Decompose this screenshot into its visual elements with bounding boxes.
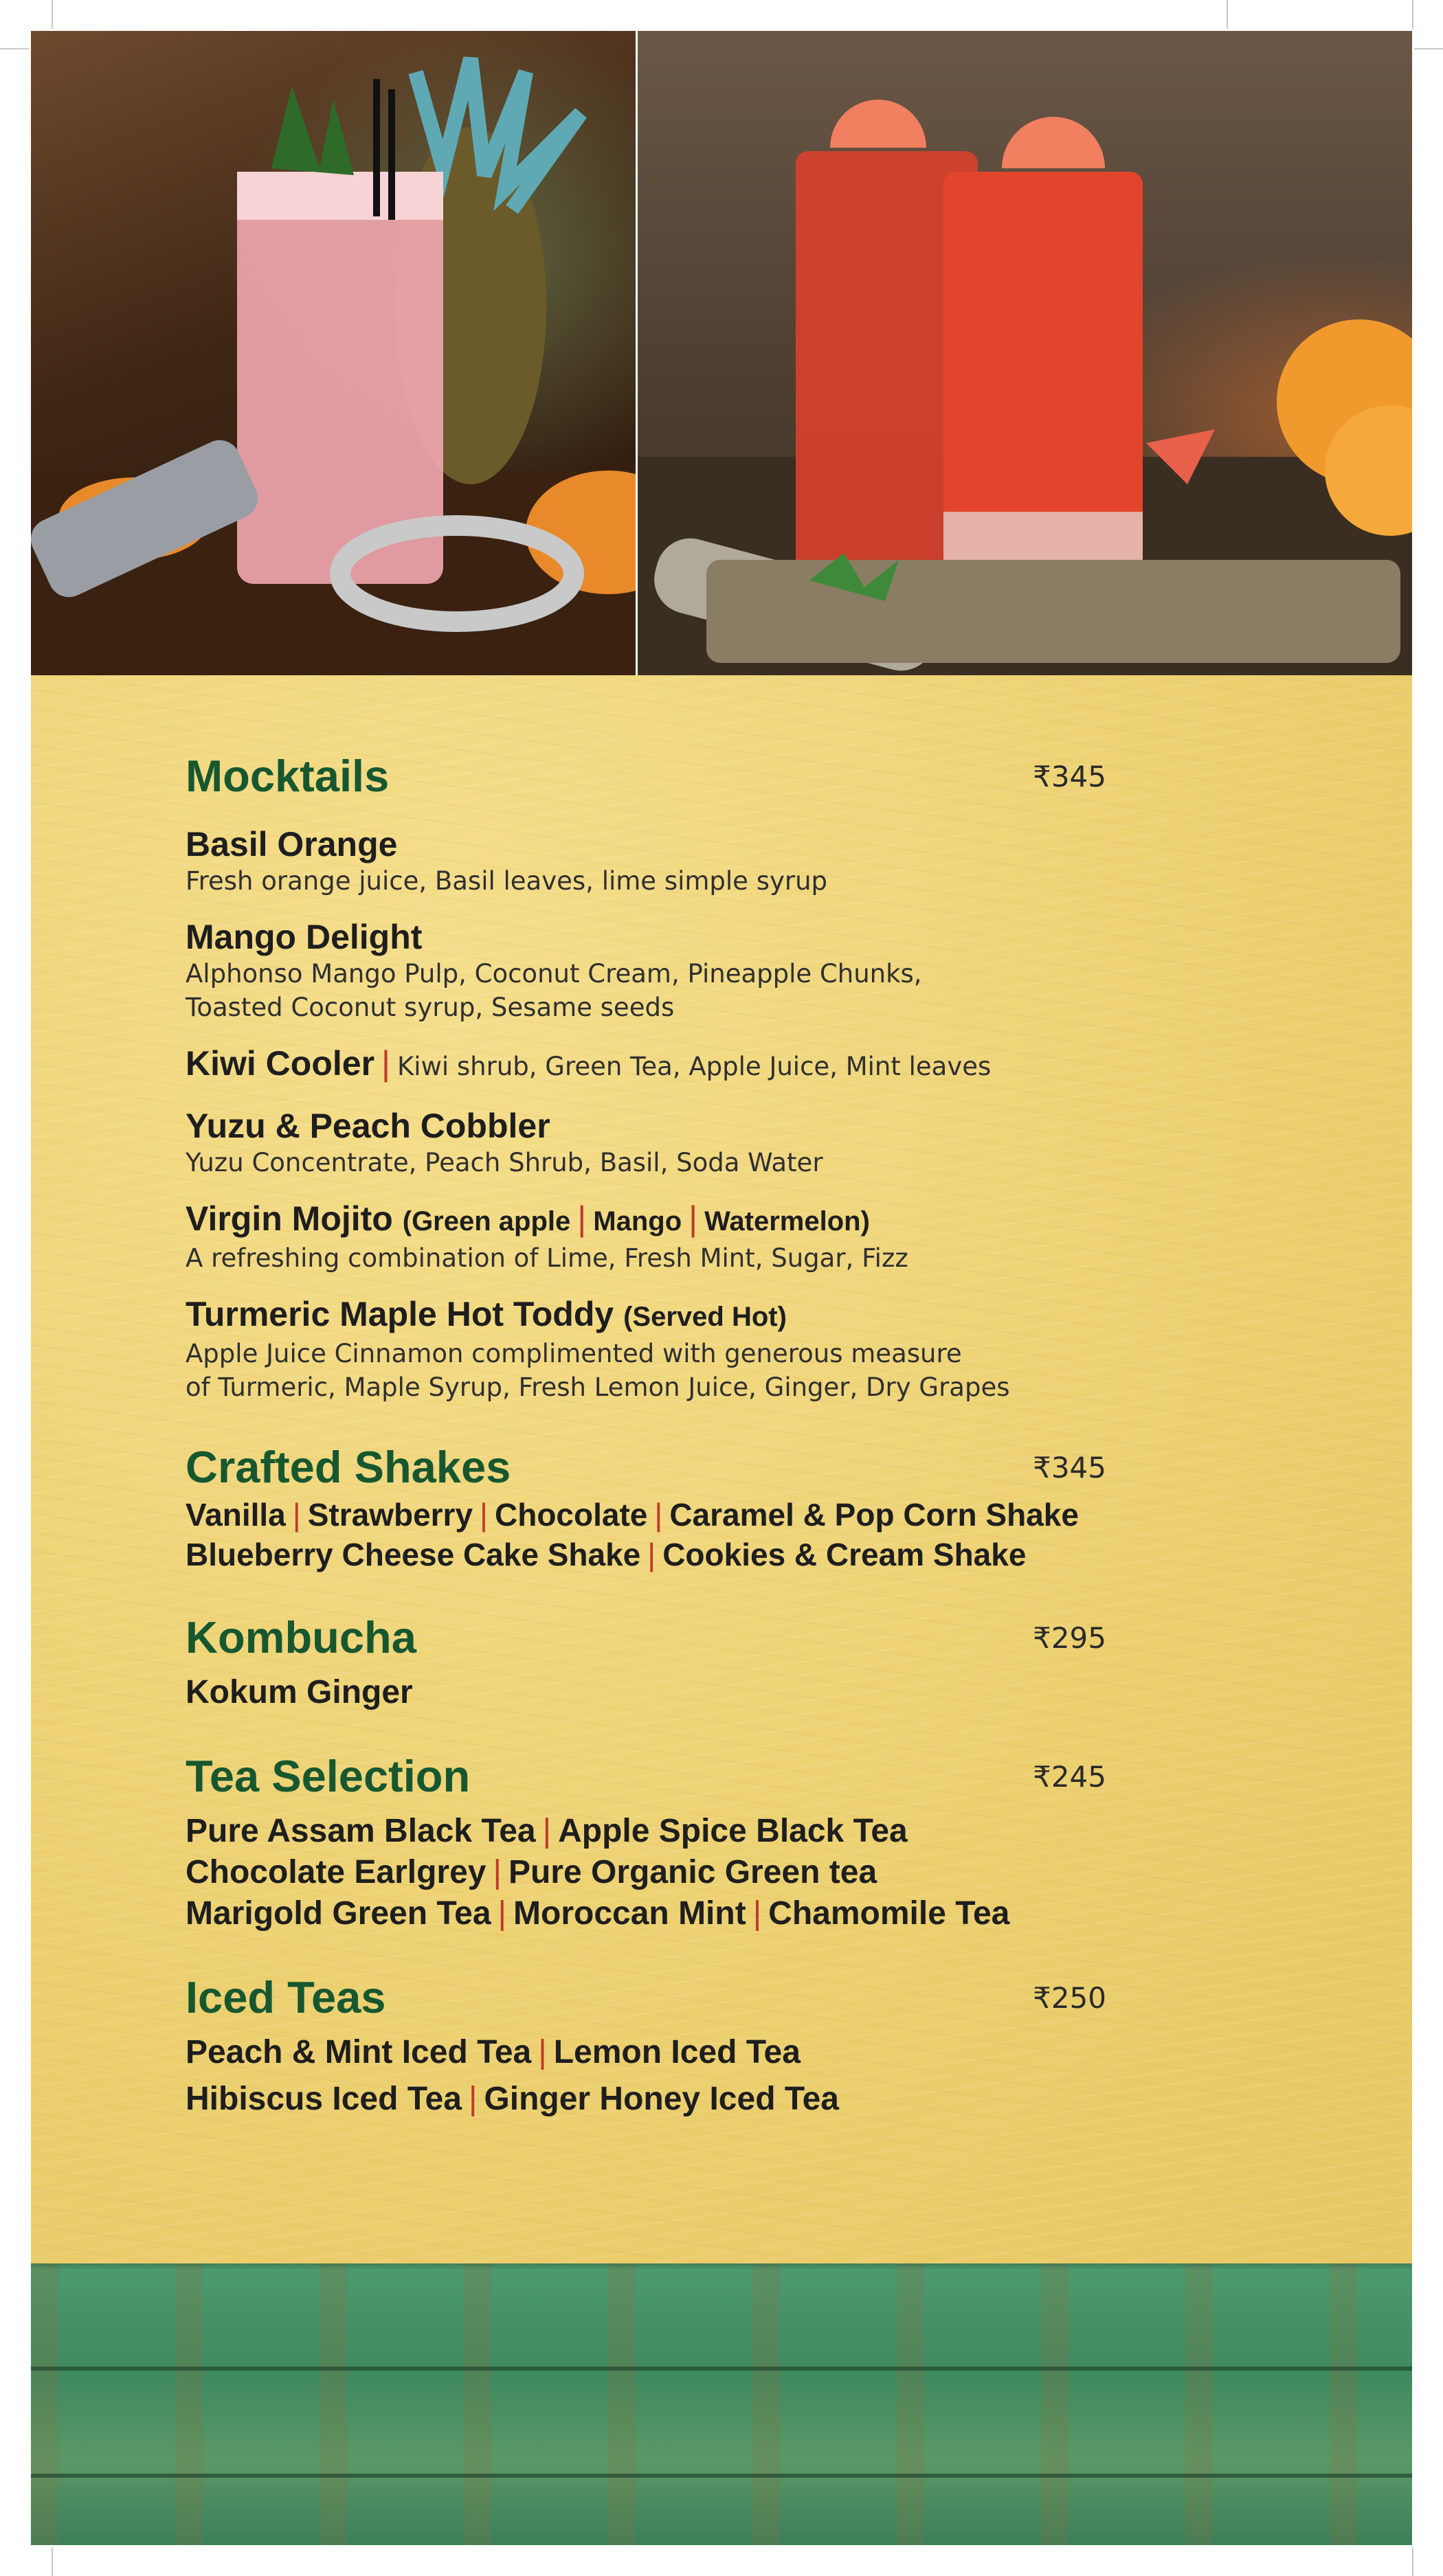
item-description: A refreshing combination of Lime, Fresh Mint, Sugar, Fizz [186,1243,908,1273]
drinks-menu [186,742,1106,2120]
separator: | [654,1497,663,1533]
menu-item-mango-delight [186,917,1106,1024]
list-item: Chocolate [495,1497,648,1533]
separator: | [493,1854,502,1890]
list-item: Cookies & Cream Shake [662,1537,1027,1572]
menu-item-turmeric-toddy [186,1294,1106,1404]
item-name: Kiwi Cooler [186,1044,375,1083]
item-description: Alphonso Mango Pulp, Coconut Cream, Pineapple Chunks, [186,959,922,988]
list-item: Marigold Green Tea [186,1895,491,1932]
wood-footer-strip [31,2263,1412,2545]
crop-mark [0,48,29,49]
grapefruit-cocktail-illustration [638,31,1412,675]
section-price: ₹295 [1033,1621,1106,1655]
item-name: Basil Orange [186,825,398,863]
section-title: Kombucha [186,1612,416,1662]
separator: | [647,1537,656,1572]
section-crafted-shakes [186,1440,1106,1574]
header-photos [31,31,1412,675]
pink-cocktail-photo [31,31,636,675]
list-item: Hibiscus Iced Tea [186,2081,462,2117]
crop-mark [1412,2547,1413,2576]
item-list-line [186,2032,1106,2073]
separator: | [577,1199,587,1238]
list-item: Apple Spice Black Tea [558,1813,908,1849]
crop-mark [52,0,53,29]
separator: | [538,2034,547,2070]
list-item: Pure Assam Black Tea [186,1813,536,1849]
menu-item-yuzu-peach-cobbler [186,1106,1106,1179]
list-item: Moroccan Mint [513,1895,746,1932]
section-tea-selection [186,1749,1106,1934]
section-iced-teas [186,1970,1106,2120]
section-price: ₹345 [1033,760,1106,793]
item-description: Yuzu Concentrate, Peach Shrub, Basil, Soda Water [186,1148,823,1177]
separator: | [497,1895,507,1932]
item-variant: Watermelon) [704,1206,870,1236]
item-description: Toasted Coconut syrup, Sesame seeds [186,993,675,1022]
crop-mark [1414,48,1443,49]
list-item: Chamomile Tea [768,1895,1010,1932]
item-name: Mango Delight [186,918,423,956]
item-list-line [186,1535,1106,1574]
section-kombucha [186,1610,1106,1713]
pink-cocktail-illustration [31,31,636,675]
item-list-line [186,1811,1106,1852]
separator: | [689,1199,698,1238]
separator: | [542,1813,552,1849]
list-item: Pure Organic Green tea [508,1854,877,1890]
separator: | [480,1497,488,1533]
item-line [186,1294,1106,1337]
menu-item-virgin-mojito [186,1199,1106,1275]
section-price: ₹245 [1033,1760,1106,1794]
section-price: ₹250 [1033,1981,1106,2015]
list-item: Peach & Mint Iced Tea [186,2034,532,2070]
list-item: Blueberry Cheese Cake Shake [186,1537,641,1572]
crop-mark [1227,0,1228,29]
list-item: Vanilla [186,1497,286,1533]
item-list-line [186,1495,1106,1535]
list-item: Ginger Honey Iced Tea [484,2081,839,2117]
item-description: of Turmeric, Maple Syrup, Fresh Lemon Juice, Ginger, Dry Grapes [186,1372,1010,1402]
section-mocktails [186,749,1106,1404]
item-description: Kiwi shrub, Green Tea, Apple Juice, Mint leaves [397,1052,992,1081]
grapefruit-cocktail-photo [638,31,1412,675]
item-line [186,1043,1106,1087]
list-item: Strawberry [307,1497,473,1533]
item-description: Fresh orange juice, Basil leaves, lime simple syrup [186,866,828,896]
menu-item-kiwi-cooler [186,1043,1106,1087]
item-list-line [186,1893,1106,1934]
section-title: Crafted Shakes [186,1442,511,1492]
item-note: (Served Hot) [623,1302,787,1332]
menu-item-basil-orange [186,824,1106,898]
item-line [186,1199,1106,1241]
separator: | [292,1497,301,1533]
item-name: Virgin Mojito [186,1199,393,1238]
list-item: Chocolate Earlgrey [186,1854,486,1890]
item-name: Turmeric Maple Hot Toddy [186,1295,614,1333]
separator: | [381,1044,391,1083]
list-item: Kokum Ginger [186,1674,413,1710]
item-variant: (Green apple [402,1206,571,1236]
item-variant: Mango [593,1206,682,1236]
item-list-line [186,2079,1106,2120]
section-title: Mocktails [186,751,390,801]
item-list-line [186,1852,1106,1893]
section-price: ₹345 [1033,1451,1106,1484]
crop-mark [1412,0,1413,29]
list-item: Lemon Iced Tea [553,2034,801,2070]
item-name: Yuzu & Peach Cobbler [186,1107,550,1145]
separator: | [468,2081,478,2117]
section-title: Iced Teas [186,1972,386,2022]
list-item: Caramel & Pop Corn Shake [669,1497,1079,1533]
separator: | [752,1895,762,1932]
section-title: Tea Selection [186,1751,471,1801]
item-description: Apple Juice Cinnamon complimented with generous measure [186,1339,962,1368]
crop-mark [52,2547,53,2576]
